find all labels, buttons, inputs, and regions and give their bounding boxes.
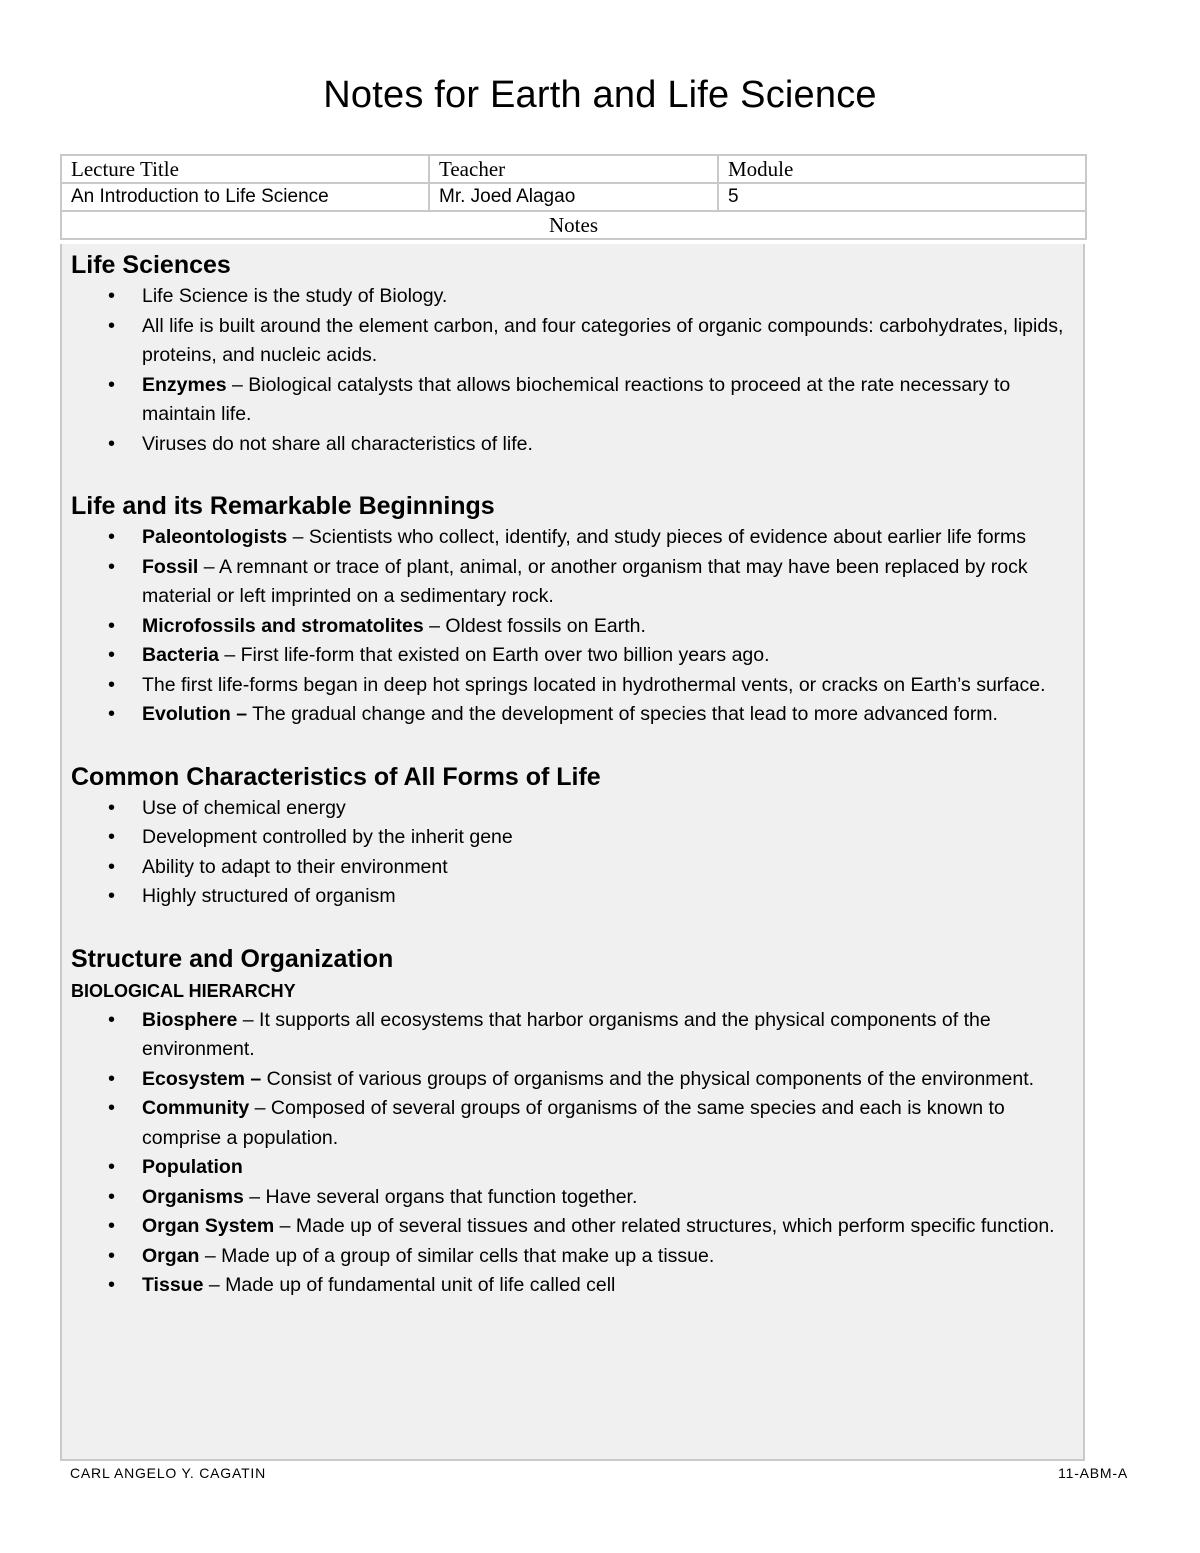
list-item (142, 700, 1067, 730)
table-value-row (61, 183, 1086, 211)
definition: Use of chemical energy (142, 796, 346, 819)
section-title: Life Sciences (71, 251, 231, 279)
definition: – First life-form that existed on Earth over two billion years ago. (218, 644, 770, 666)
bullet-list (71, 523, 1067, 730)
section-life-sciences (71, 248, 1067, 459)
term: Enzymes (142, 373, 227, 396)
list-item (142, 612, 1067, 642)
term: Paleontologists (142, 526, 288, 548)
definition: Development controlled by the inherit gene (142, 826, 513, 848)
list-item (142, 1153, 1067, 1183)
bullet-list (71, 1006, 1067, 1301)
bullet-list (71, 282, 1067, 459)
header-lecture-title: Lecture Title (61, 155, 429, 183)
definition: – Made up of several tissues and other related structures, which perform specific function. (274, 1215, 1055, 1237)
term: Biosphere (142, 1008, 238, 1031)
list-item (142, 1065, 1067, 1095)
list-item (142, 553, 1067, 612)
list-item (142, 823, 1067, 853)
footer-author: CARL ANGELO Y. CAGATIN (70, 1465, 267, 1481)
definition: – A remnant or trace of plant, animal, or another organism that may have been replaced by rock material or left imprinted on a sedimentary rock. (142, 555, 1028, 607)
list-item (142, 853, 1067, 883)
term: Population (142, 1156, 243, 1178)
definition: Consist of various groups of organisms and the physical components of the environment. (261, 1067, 1035, 1090)
list-item (142, 1242, 1067, 1272)
list-item (142, 641, 1067, 671)
page-title: Notes for Earth and Life Science (323, 74, 877, 116)
list-item (142, 371, 1067, 430)
term: Organisms (142, 1185, 244, 1208)
definition: – Oldest fossils on Earth. (423, 614, 646, 637)
subheading: BIOLOGICAL HIERARCHY (71, 980, 296, 1001)
term: Bacteria (142, 644, 219, 666)
definition: Highly structured of organism (142, 885, 396, 907)
term: Organ (142, 1244, 200, 1267)
bullet-list (71, 794, 1067, 912)
definition: – Scientists who collect, identify, and study pieces of evidence about earlier life forms (287, 526, 1027, 548)
list-item (142, 312, 1067, 371)
value-module: 5 (718, 183, 1086, 211)
definition: The gradual change and the development of species that lead to more advanced form. (247, 703, 998, 725)
notes-label: Notes (61, 211, 1086, 239)
definition: All life is built around the element carbon, and four categories of organic compounds: carbohydrates, lipids, proteins, and nucleic acids. (142, 314, 1064, 366)
term: Ecosystem – (142, 1067, 262, 1090)
definition: Viruses do not share all characteristics of life. (142, 432, 533, 455)
list-item (142, 523, 1067, 553)
header-module: Module (718, 155, 1086, 183)
notes-content (60, 244, 1085, 1461)
term: Fossil (142, 555, 199, 578)
section-structure-organization (71, 942, 1067, 1301)
value-lecture-title: An Introduction to Life Science (61, 183, 429, 211)
term: Evolution – (142, 703, 248, 725)
term: Organ System (142, 1215, 275, 1237)
section-title: Structure and Organization (71, 944, 394, 973)
list-item (142, 1006, 1067, 1065)
list-item (142, 1183, 1067, 1213)
definition: – It supports all ecosystems that harbor organisms and the physical components of the environment. (142, 1008, 991, 1060)
footer-section: 11-ABM-A (1058, 1465, 1128, 1481)
section-title: Common Characteristics of All Forms of Life (71, 762, 601, 791)
definition: – Have several organs that function together. (243, 1185, 638, 1208)
list-item (142, 882, 1067, 912)
term: Community (142, 1097, 250, 1119)
definition: Ability to adapt to their environment (142, 855, 448, 878)
term: Microfossils and stromatolites (142, 614, 424, 637)
list-item (142, 430, 1067, 460)
definition: – Biological catalysts that allows biochemical reactions to proceed at the rate necessary to maintain life. (142, 373, 1011, 425)
lecture-info-table (60, 154, 1087, 240)
notes-label-row (61, 211, 1086, 239)
list-item (142, 1212, 1067, 1242)
definition: The first life-forms began in deep hot springs located in hydrothermal vents, or cracks on Earth’s surface. (142, 673, 1046, 696)
value-teacher: Mr. Joed Alagao (429, 183, 718, 211)
header-teacher: Teacher (429, 155, 718, 183)
definition: – Composed of several groups of organisms of the same species and each is known to comprise a population. (142, 1097, 1005, 1149)
table-header-row (61, 155, 1086, 183)
list-item (142, 671, 1067, 701)
section-title: Life and its Remarkable Beginnings (71, 492, 495, 520)
definition: Life Science is the study of Biology. (142, 285, 448, 307)
definition: – Made up of fundamental unit of life called cell (203, 1274, 616, 1296)
list-item (142, 1271, 1067, 1301)
section-common-characteristics (71, 760, 1067, 912)
definition: – Made up of a group of similar cells that make up a tissue. (199, 1244, 715, 1267)
list-item (142, 282, 1067, 312)
list-item (142, 794, 1067, 824)
term: Tissue (142, 1274, 204, 1296)
section-life-beginnings (71, 489, 1067, 730)
list-item (142, 1094, 1067, 1153)
